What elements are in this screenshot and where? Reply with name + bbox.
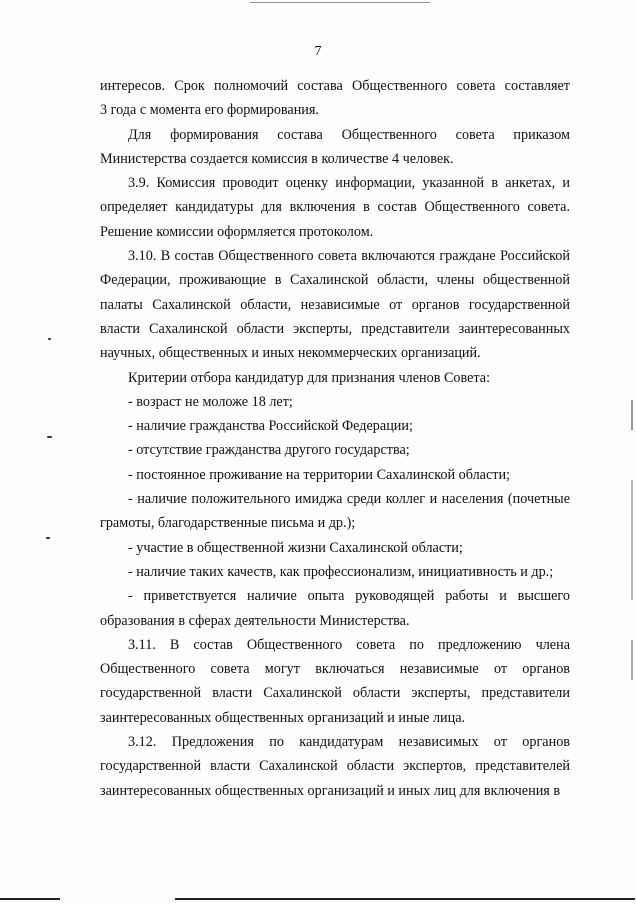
text-line: Решение комиссии оформляется протоколом. — [100, 223, 374, 240]
scan-speck — [47, 436, 52, 438]
text-line: образования в сферах деятельности Министерства. — [100, 612, 410, 629]
text-line: - возраст не моложе 18 лет; — [128, 393, 293, 410]
text-line: определяет кандидатуры для включения в состав Общественного совета. — [100, 199, 570, 216]
bottom-scan-rule — [0, 898, 60, 900]
text-line: государственной власти Сахалинской области эксперты, представители — [100, 685, 570, 702]
text-line: 3.10. В состав Общественного совета включаются граждане Российской — [128, 248, 570, 265]
text-line: - наличие гражданства Российской Федерации; — [128, 418, 413, 435]
text-line: грамоты, благодарственные письма и др.); — [100, 515, 356, 532]
text-line: 3.12. Предложения по кандидатурам независимых от органов — [128, 734, 570, 751]
text-line: заинтересованных общественных организаций и иных лиц для включения в — [100, 782, 561, 799]
document-body — [100, 74, 570, 803]
text-line: власти Сахалинской области эксперты, представители заинтересованных — [100, 320, 570, 337]
text-line: интересов. Срок полномочий состава Общественного совета составляет — [100, 78, 570, 94]
text-line: 3 года с момента его формирования. — [100, 102, 319, 119]
text-line: - наличие положительного имиджа среди коллег и населения (почетные — [128, 491, 570, 508]
text-line: - отсутствие гражданства другого государства; — [128, 442, 410, 459]
text-line: палаты Сахалинской области, независимые от органов государственной — [100, 296, 570, 313]
scan-speck — [48, 338, 51, 340]
text-line: - постоянное проживание на территории Сахалинской области; — [128, 466, 510, 483]
bottom-scan-rule — [175, 898, 635, 900]
text-line: Критерии отбора кандидатур для признания членов Совета: — [128, 369, 491, 386]
text-line: Для формирования состава Общественного совета приказом — [128, 126, 570, 143]
scan-edge-mark — [631, 480, 633, 600]
text-line: - наличие таких качеств, как профессионализм, инициативность и др.; — [128, 563, 554, 580]
scan-edge-mark — [631, 400, 633, 430]
text-line: Министерства создается комиссия в количестве 4 человек. — [100, 150, 454, 167]
page-number: 7 — [314, 44, 322, 59]
text-line: Федерации, проживающие в Сахалинской области, члены общественной — [100, 272, 570, 289]
text-line: заинтересованных общественных организаций и иные лица. — [100, 709, 466, 726]
text-line: - приветствуется наличие опыта руководящей работы и высшего — [128, 588, 570, 605]
text-line: научных, общественных и иных некоммерческих организаций. — [100, 345, 481, 362]
text-line: - участие в общественной жизни Сахалинской области; — [128, 539, 463, 556]
scan-speck — [46, 537, 50, 539]
text-line: Общественного совета могут включаться независимые от органов — [100, 661, 570, 678]
text-line: государственной власти Сахалинской области экспертов, представителей — [100, 758, 570, 775]
text-line: 3.11. В состав Общественного совета по предложению члена — [128, 636, 570, 653]
scan-edge-mark — [631, 640, 633, 680]
top-scan-rule — [250, 2, 430, 3]
text-line: 3.9. Комиссия проводит оценку информации, указанной в анкетах, и — [128, 175, 570, 192]
